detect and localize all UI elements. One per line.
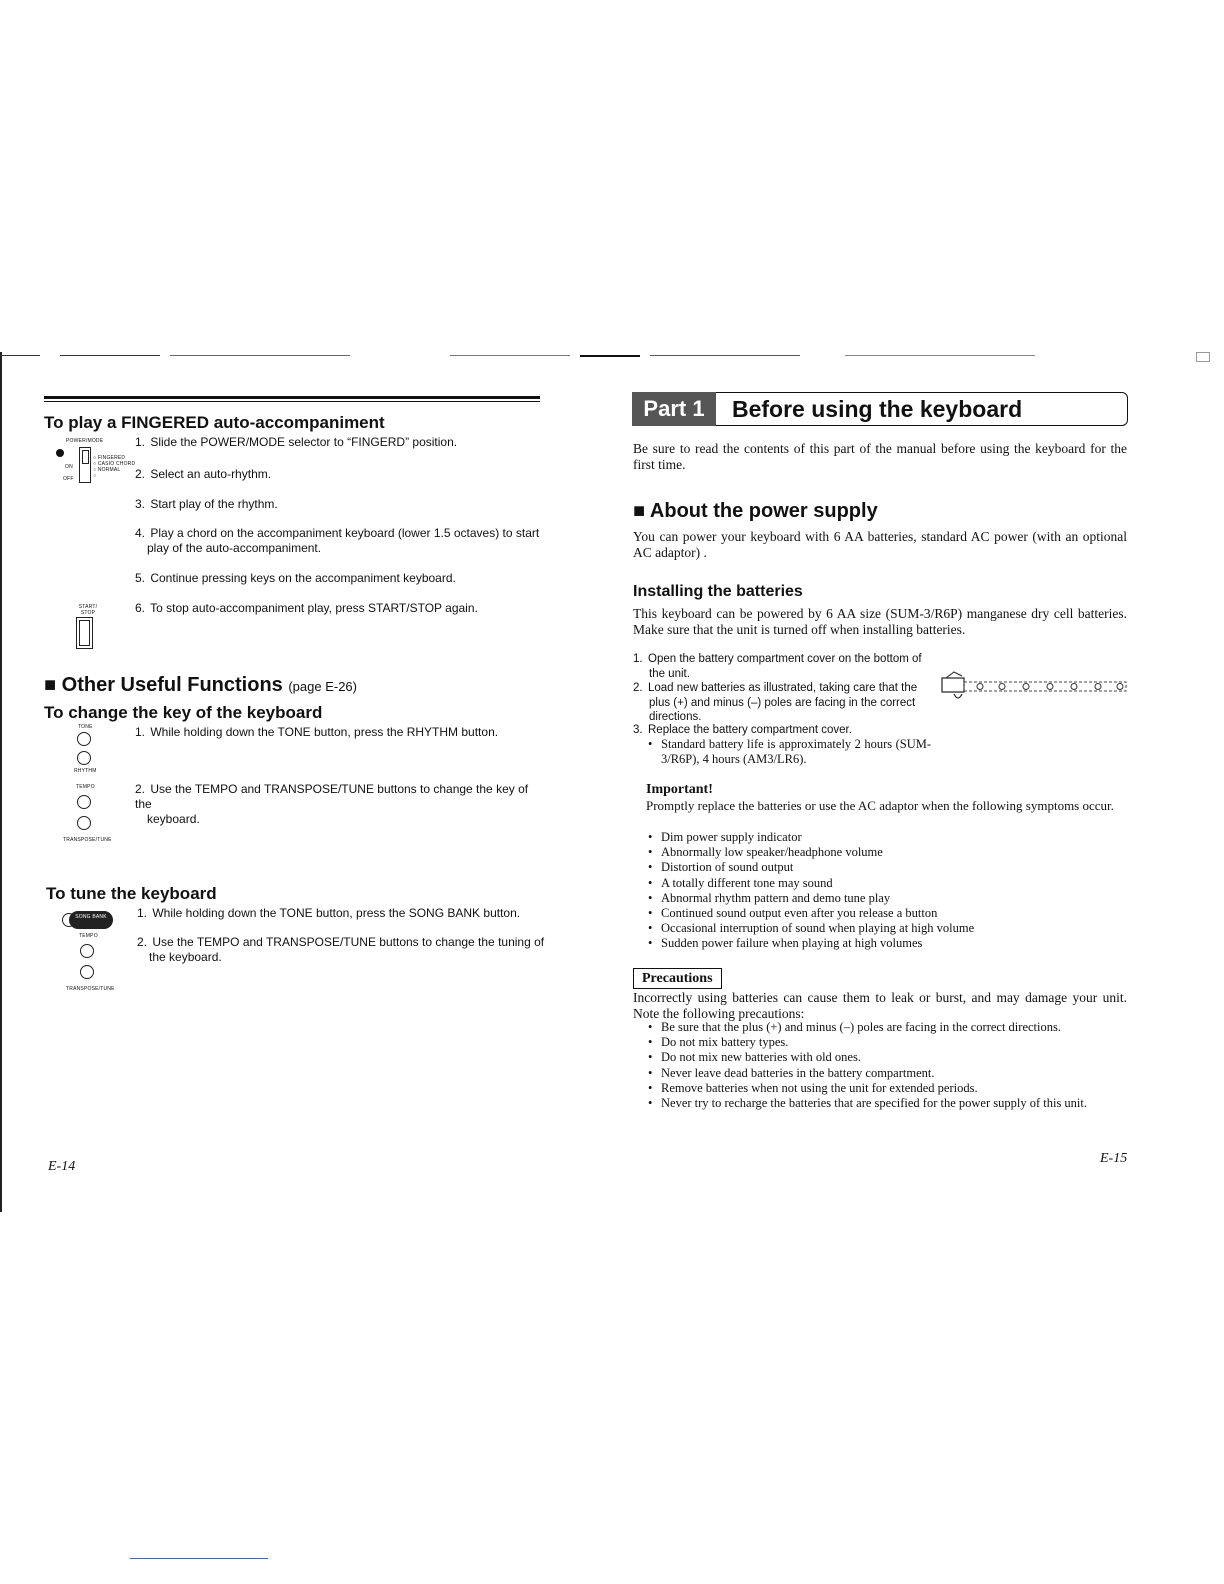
fingered-step-4: 4. Play a chord on the accompaniment keyboard (lower 1.5 octaves) to start play of the auto-accompaniment. xyxy=(135,526,540,555)
tune-heading: To tune the keyboard xyxy=(46,884,217,903)
list-item: • Dim power supply indicator xyxy=(645,830,1115,845)
install-step-2: 2. Load new batteries as illustrated, taking care that the plus (+) and minus (–) poles are facing in the correct directions. xyxy=(633,682,918,723)
scan-line xyxy=(130,1558,268,1559)
list-item: • Sudden power failure when playing at high volumes xyxy=(645,936,1115,951)
precautions-list xyxy=(645,1020,1115,1111)
tone-button-icon xyxy=(77,732,91,746)
tempo-label: TEMPO xyxy=(79,933,98,939)
rhythm-label: RHYTHM xyxy=(74,768,97,774)
fingered-heading: To play a FINGERED auto-accompaniment xyxy=(44,413,385,432)
tune-step-2: 2. Use the TEMPO and TRANSPOSE/TUNE buttons to change the tuning of the keyboard. xyxy=(137,935,545,964)
tempo-button-icon xyxy=(77,795,91,809)
tempo-label: TEMPO xyxy=(76,784,95,790)
change-key-heading: To change the key of the keyboard xyxy=(44,703,323,722)
scan-line xyxy=(60,355,160,356)
top-rule-thin xyxy=(44,401,540,402)
important-heading: Important! xyxy=(646,782,713,797)
tune-step-1: 1. While holding down the TONE button, press the SONG BANK button. xyxy=(137,906,521,920)
list-item: • Be sure that the plus (+) and minus (–) poles are facing in the correct directions. xyxy=(645,1020,1115,1035)
scan-line xyxy=(845,355,1035,356)
change-key-step-1: 1. While holding down the TONE button, press the RHYTHM button. xyxy=(135,725,499,739)
start-stop-label: START/ STOP xyxy=(78,604,98,616)
install-step-1: 1. Open the battery compartment cover on the bottom of the unit. xyxy=(633,653,922,680)
list-item: • Occasional interruption of sound when playing at high volume xyxy=(645,921,1115,936)
square-bullet-icon: ■ xyxy=(633,500,646,522)
switch-off-dot: ○ xyxy=(93,473,97,479)
battery-life-list xyxy=(645,737,931,767)
fingered-step-1: 1. Slide the POWER/MODE selector to “FINGERD” position. xyxy=(135,435,458,449)
page-number-right: E-15 xyxy=(1100,1151,1128,1166)
switch-on-label: ON xyxy=(65,464,73,470)
list-item: • Distortion of sound output xyxy=(645,860,1115,875)
scan-edge xyxy=(0,352,2,1212)
transpose-button-icon xyxy=(80,965,94,979)
fingered-step-6: 6. To stop auto-accompaniment play, press START/STOP again. xyxy=(135,601,478,615)
fingered-step-3: 3. Start play of the rhythm. xyxy=(135,497,278,511)
symptoms-list xyxy=(645,830,1115,952)
transpose-button-icon xyxy=(77,816,91,830)
list-item: • Do not mix new batteries with old ones. xyxy=(645,1050,1115,1065)
install-step-3: 3. Replace the battery compartment cover. xyxy=(633,724,852,736)
installing-text: This keyboard can be powered by 6 AA size (SUM-3/R6P) manganese dry cell batteries. Make sure that the unit is turned off when installing batteries. xyxy=(633,606,1127,637)
scan-line xyxy=(450,355,570,356)
rhythm-button-icon xyxy=(77,751,91,765)
scan-line xyxy=(580,355,640,357)
scan-line xyxy=(0,355,40,356)
list-item: • Continued sound output even after you release a button xyxy=(645,906,1115,921)
list-item: • Never leave dead batteries in the battery compartment. xyxy=(645,1066,1115,1081)
transpose-label: TRANSPOSE/TUNE xyxy=(63,837,112,843)
song-bank-button-icon: SONG BANK xyxy=(69,911,113,929)
important-text: Promptly replace the batteries or use the AC adaptor when the following symptoms occur. xyxy=(646,798,1114,813)
scan-line xyxy=(170,355,350,356)
power-mode-selector xyxy=(79,447,91,483)
transpose-label: TRANSPOSE/TUNE xyxy=(66,986,115,992)
list-item: • A totally different tone may sound xyxy=(645,876,1115,891)
change-key-step-2: 2. Use the TEMPO and TRANSPOSE/TUNE buttons to change the key of the keyboard. xyxy=(135,782,529,826)
part-title: Before using the keyboard xyxy=(732,396,1023,422)
square-bullet-icon: ■ xyxy=(44,674,57,696)
tone-label: TONE xyxy=(78,724,93,730)
installing-heading: Installing the batteries xyxy=(633,583,803,600)
other-functions-heading: ■ Other Useful Functions (page E-26) xyxy=(44,674,357,696)
scan-mark xyxy=(1196,352,1210,362)
top-rule xyxy=(44,396,540,399)
part-label: Part 1 xyxy=(632,392,716,426)
switch-normal-label: ○ NORMAL xyxy=(93,467,121,473)
list-item: • Standard battery life is approximately 2 hours (SUM-3/R6P), 4 hours (AM3/LR6). xyxy=(645,737,931,767)
fingered-step-5: 5. Continue pressing keys on the accompaniment keyboard. xyxy=(135,571,456,585)
fingered-step-2: 2. Select an auto-rhythm. xyxy=(135,467,272,481)
power-supply-heading: ■ About the power supply xyxy=(633,500,878,522)
list-item: • Abnormal rhythm pattern and demo tune play xyxy=(645,891,1115,906)
intro-text: Be sure to read the contents of this part of the manual before using the keyboard for the first time. xyxy=(633,441,1127,472)
list-item: • Never try to recharge the batteries that are specified for the power supply of this unit. xyxy=(645,1096,1115,1111)
switch-casio-chord-label: ○ CASIO CHORD xyxy=(93,461,136,467)
page-number-left: E-14 xyxy=(48,1159,76,1174)
scan-line xyxy=(650,355,800,356)
start-stop-button-illustration xyxy=(76,617,93,649)
battery-compartment-illustration xyxy=(940,670,1130,708)
switch-fingered-label: ○ FINGERED xyxy=(93,455,126,461)
switch-off-label: OFF xyxy=(63,476,74,482)
power-supply-text: You can power your keyboard with 6 AA batteries, standard AC power (with an optional AC adaptor) . xyxy=(633,529,1127,560)
list-item: • Remove batteries when not using the unit for extended periods. xyxy=(645,1081,1115,1096)
tempo-button-icon xyxy=(80,944,94,958)
precautions-heading: Precautions xyxy=(633,968,722,989)
list-item: • Do not mix battery types. xyxy=(645,1035,1115,1050)
power-indicator-icon xyxy=(56,449,64,457)
precautions-text: Incorrectly using batteries can cause them to leak or burst, and may damage your unit. Note the following precautions: xyxy=(633,990,1127,1021)
power-mode-label: POWER/MODE xyxy=(66,438,104,444)
list-item: • Abnormally low speaker/headphone volume xyxy=(645,845,1115,860)
